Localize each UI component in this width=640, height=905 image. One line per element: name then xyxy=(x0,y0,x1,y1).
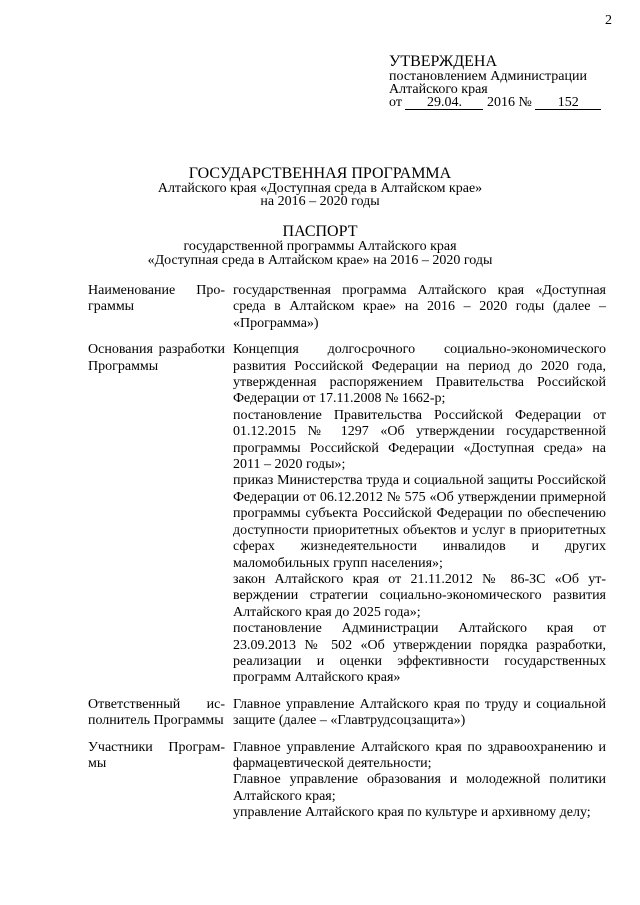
row-label: Основания разработки Программы xyxy=(88,342,225,374)
row-content xyxy=(233,283,606,332)
row-paragraph: Концепция долгосрочного социально-экономического развития Российской Федерации на период до 2020 года, утвержденная распоряжением Правительства Российской Федерации от 17.11.2008 № 1662-р; xyxy=(233,342,606,407)
program-line-1: Алтайского края «Доступная среда в Алтайском крае» xyxy=(157,181,483,196)
approval-stamp xyxy=(389,54,601,110)
passport-line-2: «Доступная среда в Алтайском крае» на 2016 – 2020 годы xyxy=(147,253,493,268)
approval-date-line xyxy=(389,96,601,110)
approval-line-1: постановлением Администрации xyxy=(389,69,587,84)
row-paragraph: приказ Министерства труда и социальной защиты Российской Федерации от 06.12.2012 № 575 «Об утверждении примерной программы субъекта Российской Федерации по обеспечению доступности приоритетных объектов и услуг в приоритетных сферах жизнедеятельности инвалидов и других маломобильных групп населения»; xyxy=(233,473,606,571)
row-label: Участники Программы xyxy=(88,739,225,771)
passport-table xyxy=(88,283,608,832)
table-row-basis xyxy=(88,342,608,687)
approval-number-value: 152 xyxy=(535,97,601,110)
row-content xyxy=(233,697,606,730)
row-paragraph: Главное управление Алтайского края по здравоохранению и фармацевтической деятельности; xyxy=(233,739,606,771)
row-paragraph: государственная программа Алтайского края «Доступная среда в Алтайском крае» на 2016 – 2020 годы (далее – «Программа») xyxy=(233,283,606,331)
approval-title: УТВЕРЖДЕНА xyxy=(389,53,498,70)
table-row-name xyxy=(88,283,608,332)
passport-title-block xyxy=(0,224,640,268)
row-label: Наименование Программы xyxy=(88,283,225,315)
approval-date-prefix: от xyxy=(389,95,402,110)
approval-date-value: 29.04. xyxy=(405,97,483,110)
approval-year: 2016 xyxy=(486,95,515,110)
program-title-block xyxy=(0,165,640,208)
passport-heading: ПАСПОРТ xyxy=(282,223,358,240)
program-line-2: на 2016 – 2020 годы xyxy=(260,194,380,209)
row-paragraph: Главное управление образования и молодежной политики Алтайского края; xyxy=(233,772,606,804)
approval-line-2: Алтайского края xyxy=(389,82,488,97)
page-number: 2 xyxy=(605,13,612,28)
program-heading: ГОСУДАРСТВЕННАЯ ПРОГРАММА xyxy=(188,165,452,182)
table-row-participants xyxy=(88,740,608,822)
row-label: Ответственный исполнитель Программы xyxy=(88,696,225,729)
passport-line-1: государственной программы Алтайского края xyxy=(183,239,457,254)
row-paragraph: постановление Администрации Алтайского края от 23.09.2013 № 502 «Об утверждении порядка разработки, реализации и оценки эффективности государственных программ Алтайского края» xyxy=(233,621,606,686)
row-paragraph: закон Алтайского края от 21.11.2012 № 86-ЗС «Об утверждении стратегии социально-экономического развития Алтайского края до 2025 года»; xyxy=(233,571,606,620)
approval-number-sign: № xyxy=(518,95,532,110)
table-row-executor xyxy=(88,697,608,730)
row-content xyxy=(233,342,606,687)
row-paragraph: Главное управление Алтайского края по труду и социальной защите (далее – «Главтрудсоцзащита») xyxy=(233,696,606,729)
row-paragraph: управление Алтайского края по культуре и архивному делу; xyxy=(233,805,591,821)
row-content xyxy=(233,740,606,822)
row-paragraph: постановление Правительства Российской Федерации от 01.12.2015 № 1297 «Об утверждении государственной программы Российской Федерации «Доступная среда» на 2011 – 2020 годы»; xyxy=(233,407,606,473)
